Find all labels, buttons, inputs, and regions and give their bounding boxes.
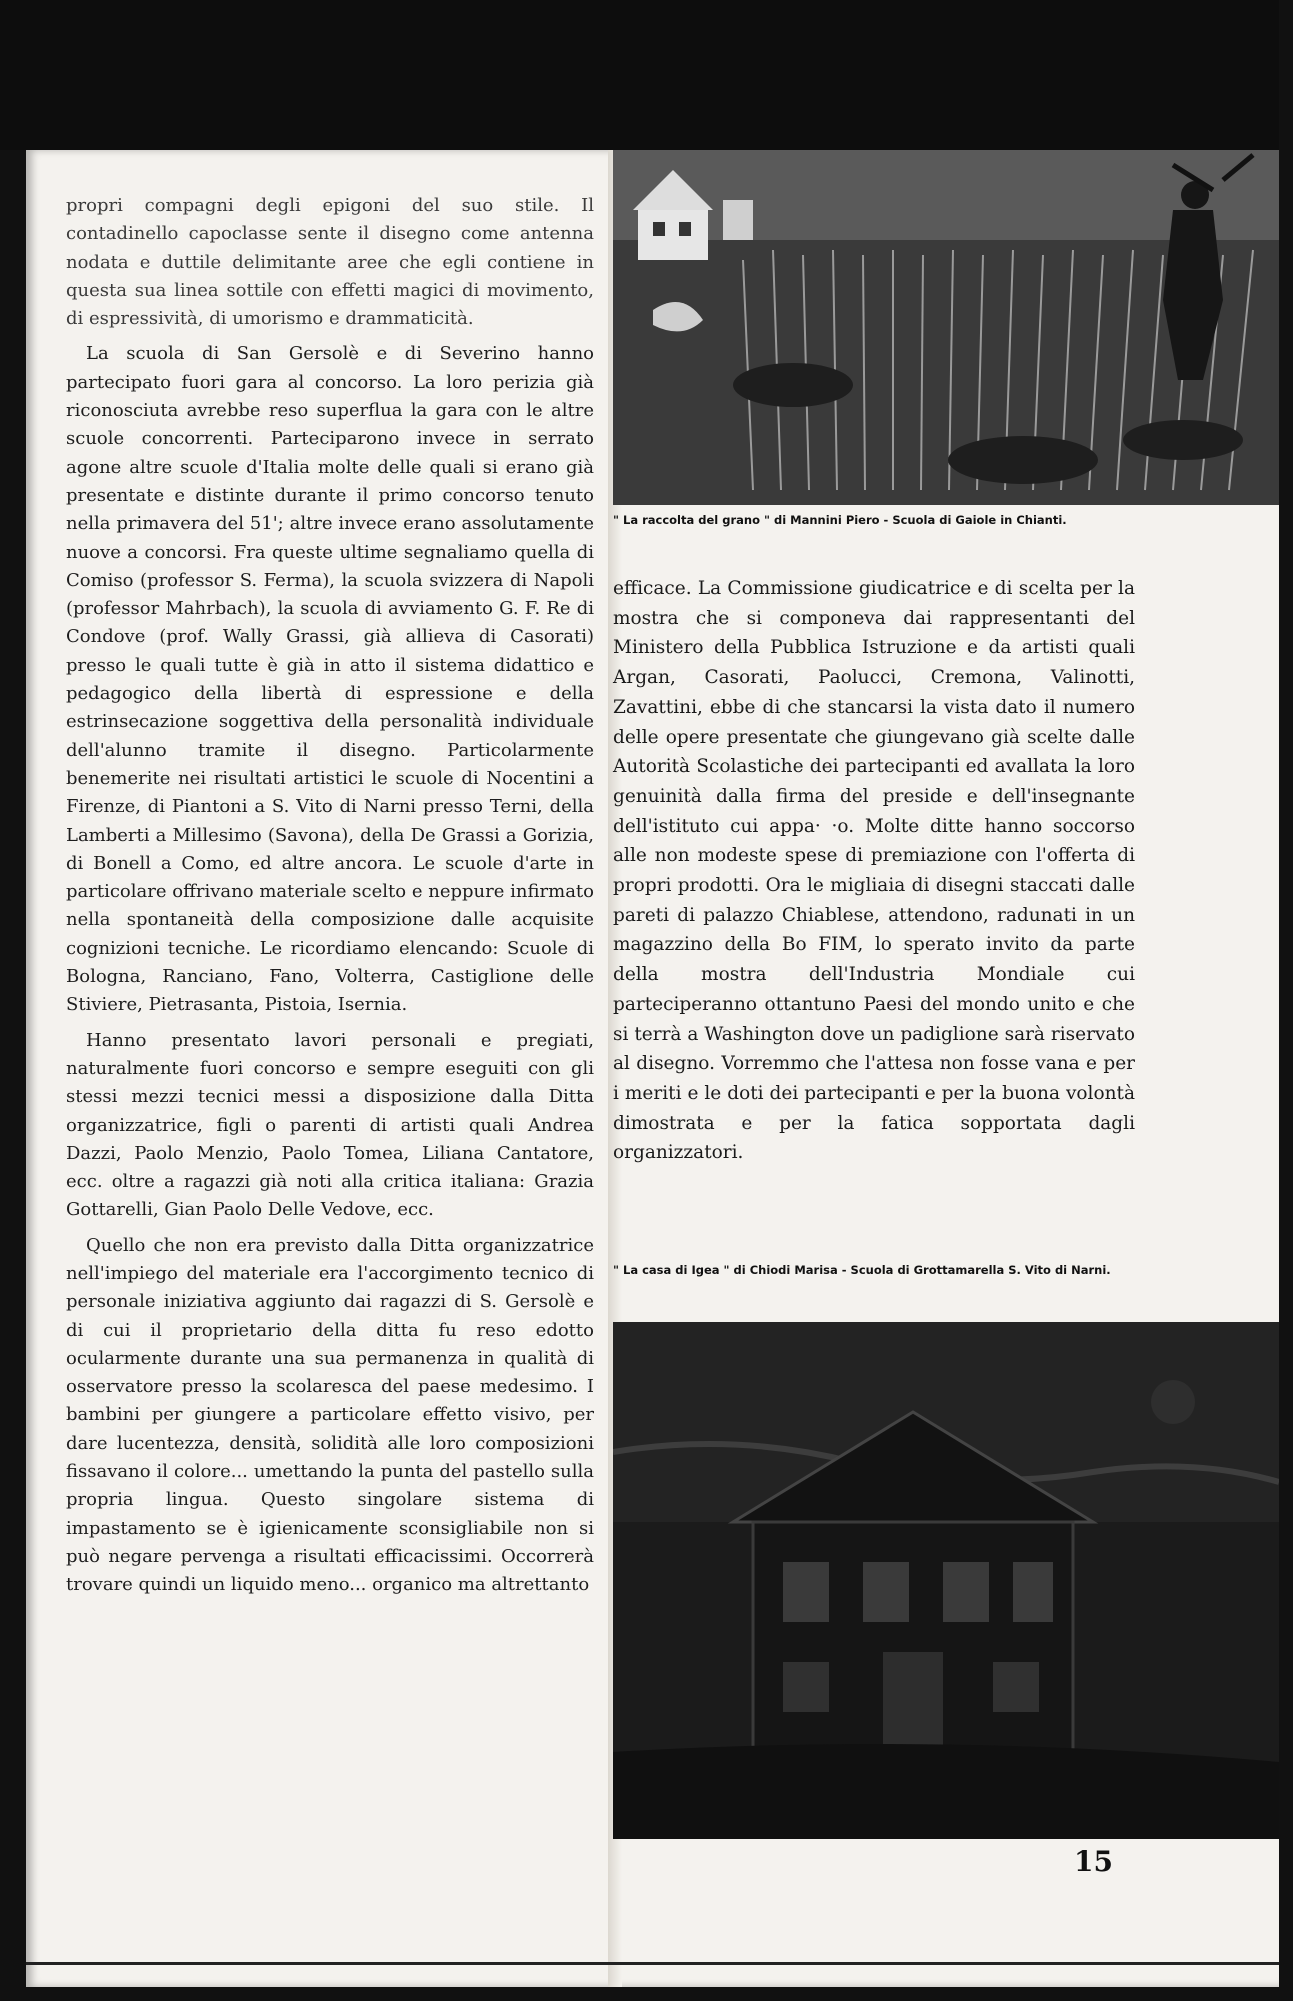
house-drawing-illustration xyxy=(613,1322,1279,1839)
page-number: 15 xyxy=(1074,1845,1113,1878)
left-text-column xyxy=(66,192,594,1600)
scan-border-top xyxy=(0,0,1293,150)
scan-border-left xyxy=(0,150,26,2001)
paragraph: La scuola di San Gersolè e di Severino hanno partecipato fuori gara al concorso. La loro perizia già riconosciuta avrebbe reso superflua la gara con le altre scuole concorrenti. Parteciparono invece in serrato agone altre scuole d'Italia molte delle quali si erano già presentate e distinte durante il primo concorso tenuto nella primavera del 51'; altre invece erano assolutamente nuove a concorsi. Fra queste ultime segnaliamo quella di Comiso (professor S. Ferma), la scuola svizzera di Napoli (professor Mahrbach), la scuola di avviamento G. F. Re di Condove (prof. Wally Grassi, già allieva di Casorati) presso le quali tutte è già in atto il sistema didattico e pedagogico della libertà di espressione e della estrinsecazione soggettiva della personalità individuale dell'alunno tramite il disegno. Particolarmente benemerite nei risultati artistici le scuole di Nocentini a Firenze, di Piantoni a S. Vito di Narni presso Terni, della Lamberti a Millesimo (Savona), della De Grassi a Gorizia, di Bonell a Como, ed altre ancora. Le scuole d'arte in particolare offrivano materiale scelto e neppure infirmato nella spontaneità della composizione dalle acquisite cognizioni tecniche. Le ricordiamo elencando: Scuole di Bologna, Ranciano, Fano, Volterra, Castiglione delle Stiviere, Pietrasanta, Pistoia, Isernia. xyxy=(66,343,594,1016)
right-text-column: efficace. La Commissione giudicatrice e di scelta per la mostra che si componeva dai rappresentanti del Ministero della Pubblica Istruzione e da artisti quali Argan, Casorati, Paolucci, Cremona, Valinotti, Zavattini, ebbe di che stancarsi la vista dato il numero delle opere presentate che giungevano già scelte dalle Autorità Scolastiche dei partecipanti ed avallata la loro genuinità dalla firma del preside e dell'insegnante dell'istituto cui appa· ·o. Molte ditte hanno soccorso alle non modeste spese di premiazione con l'offerta di propri prodotti. Ora le migliaia di disegni staccati dalle pareti di palazzo Chiablese, attendono, radunati in un magazzino della Bo FIM, lo sperato invito da parte della mostra dell'Industria Mondiale cui parteciperanno ottantuno Paesi del mondo unito e che si terrà a Washington dove un padiglione sarà riservato al disegno. Vorremmo che l'attesa non fosse vana e per i meriti e le doti dei partecipanti e per la buona volontà dimostrata e per la fatica sopportata dagli organizzatori. xyxy=(613,578,1135,1164)
paragraph: propri compagni degli epigoni del suo stile. Il contadinello capoclasse sente il disegno come antenna nodata e duttile delimitante aree che egli contiene in questa sua linea sottile con effetti magici di movimento, di espressività, di umorismo e drammaticità. xyxy=(66,195,594,330)
figure-house-drawing xyxy=(613,1322,1279,1839)
bottom-rule xyxy=(26,1962,1279,1965)
figure-harvest-drawing xyxy=(613,150,1279,505)
magazine-page xyxy=(26,150,1279,1987)
harvest-drawing-illustration xyxy=(613,150,1279,505)
paragraph: Hanno presentato lavori personali e pregiati, naturalmente fuori concorso e sempre eseguiti con gli stessi mezzi tecnici messi a disposizione dalla Ditta organizzatrice, figli o parenti di artisti quali Andrea Dazzi, Paolo Menzio, Paolo Tomea, Liliana Cantatore, ecc. oltre a ragazzi già noti alla critica italiana: Grazia Gottarelli, Gian Paolo Delle Vedove, ecc. xyxy=(66,1029,594,1221)
figure1-caption: " La raccolta del grano " di Mannini Piero - Scuola di Gaiole in Chianti. xyxy=(613,513,1067,527)
figure2-caption: " La casa di Igea " di Chiodi Marisa - Scuola di Grottamarella S. Vito di Narni. xyxy=(613,1263,1111,1277)
scan-border-right xyxy=(1279,0,1293,2001)
paragraph: Quello che non era previsto dalla Ditta organizzatrice nell'impiego del materiale era l'accorgimento tecnico di personale iniziativa aggiunto dai ragazzi di S. Gersolè e di cui il proprietario della ditta fu reso edotto ocularmente durante una sua permanenza in qualità di osservatore presso la scolaresca del paese medesimo. I bambini per giungere a particolare effetto visivo, per dare lucentezza, densità, solidità alle loro composizioni fissavano il colore... umettando la punta del pastello sulla propria lingua. Questo singolare sistema di impastamento se è igienicamente sconsigliabile non si può negare pervenga a risultati efficacissimi. Occorrerà trovare quindi un liquido meno... organico ma altrettanto xyxy=(66,1234,594,1596)
scan-border-bottom xyxy=(0,1987,1293,2001)
